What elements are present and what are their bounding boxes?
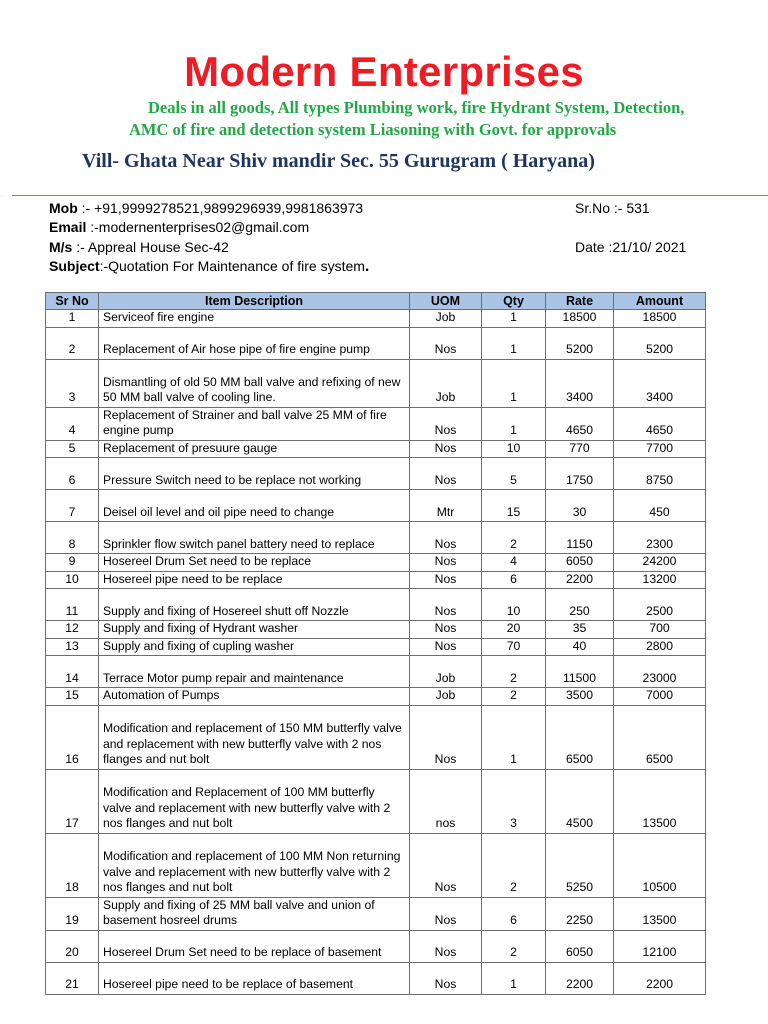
table-row bbox=[46, 554, 706, 572]
row-uom: Nos bbox=[410, 327, 482, 359]
header-rate: Rate bbox=[546, 293, 614, 310]
row-qty: 1 bbox=[482, 327, 546, 359]
row-sr-no: 18 bbox=[46, 833, 99, 897]
row-description: Pressure Switch need to be replace not working bbox=[99, 458, 410, 490]
row-sr-no: 10 bbox=[46, 571, 99, 589]
row-amount: 8750 bbox=[614, 458, 706, 490]
row-description: Modification and replacement of 150 MM butterfly valve and replacement with new butterfly valve with 2 nos flanges and nut bolt bbox=[99, 705, 410, 769]
row-rate: 1750 bbox=[546, 458, 614, 490]
row-description: Hosereel pipe need to be replace of basement bbox=[99, 962, 410, 994]
row-sr-no: 7 bbox=[46, 490, 99, 522]
table-row bbox=[46, 327, 706, 359]
row-description: Deisel oil level and oil pipe need to change bbox=[99, 490, 410, 522]
row-amount: 2800 bbox=[614, 638, 706, 656]
row-description: Replacement of presuure gauge bbox=[99, 440, 410, 458]
header-amount: Amount bbox=[614, 293, 706, 310]
row-description: Hosereel Drum Set need to be replace of basement bbox=[99, 930, 410, 962]
row-qty: 3 bbox=[482, 769, 546, 833]
row-qty: 2 bbox=[482, 833, 546, 897]
table-row bbox=[46, 638, 706, 656]
row-rate: 6050 bbox=[546, 554, 614, 572]
row-qty: 2 bbox=[482, 688, 546, 706]
row-description: Serviceof fire engine bbox=[99, 310, 410, 328]
row-uom: Nos bbox=[410, 571, 482, 589]
subject-text: :-Quotation For Maintenance of fire system bbox=[99, 258, 365, 274]
row-sr-no: 9 bbox=[46, 554, 99, 572]
row-description: Supply and fixing of 25 MM ball valve and union of basement hosreel drums bbox=[99, 897, 410, 930]
row-rate: 6050 bbox=[546, 930, 614, 962]
row-qty: 1 bbox=[482, 407, 546, 440]
table-row bbox=[46, 897, 706, 930]
row-qty: 6 bbox=[482, 571, 546, 589]
row-rate: 5250 bbox=[546, 833, 614, 897]
row-qty: 1 bbox=[482, 359, 546, 407]
row-amount: 2500 bbox=[614, 589, 706, 621]
row-description: Supply and fixing of cupling washer bbox=[99, 638, 410, 656]
header-qty: Qty bbox=[482, 293, 546, 310]
row-amount: 3400 bbox=[614, 359, 706, 407]
table-row bbox=[46, 359, 706, 407]
row-rate: 5200 bbox=[546, 327, 614, 359]
table-row bbox=[46, 656, 706, 688]
row-amount: 6500 bbox=[614, 705, 706, 769]
row-uom: Nos bbox=[410, 589, 482, 621]
table-row bbox=[46, 440, 706, 458]
client-label: M/s bbox=[49, 239, 73, 255]
row-rate: 3400 bbox=[546, 359, 614, 407]
row-amount: 450 bbox=[614, 490, 706, 522]
row-qty: 10 bbox=[482, 589, 546, 621]
row-description: Terrace Motor pump repair and maintenance bbox=[99, 656, 410, 688]
table-row bbox=[46, 522, 706, 554]
table-row bbox=[46, 589, 706, 621]
header-divider bbox=[12, 195, 768, 196]
row-sr-no: 11 bbox=[46, 589, 99, 621]
row-description: Supply and fixing of Hydrant washer bbox=[99, 621, 410, 639]
row-amount: 10500 bbox=[614, 833, 706, 897]
tagline-line-2: AMC of fire and detection system Liasoning with Govt. for approvals bbox=[129, 120, 617, 139]
row-amount: 18500 bbox=[614, 310, 706, 328]
row-uom: Nos bbox=[410, 833, 482, 897]
header-uom: UOM bbox=[410, 293, 482, 310]
row-rate: 2200 bbox=[546, 962, 614, 994]
mobile-line bbox=[49, 200, 363, 216]
row-qty: 1 bbox=[482, 962, 546, 994]
quotation-table bbox=[45, 292, 706, 995]
row-qty: 1 bbox=[482, 310, 546, 328]
row-sr-no: 16 bbox=[46, 705, 99, 769]
row-qty: 20 bbox=[482, 621, 546, 639]
row-uom: Nos bbox=[410, 522, 482, 554]
row-description: Hosereel pipe need to be replace bbox=[99, 571, 410, 589]
row-qty: 70 bbox=[482, 638, 546, 656]
row-rate: 770 bbox=[546, 440, 614, 458]
row-qty: 2 bbox=[482, 930, 546, 962]
row-sr-no: 2 bbox=[46, 327, 99, 359]
row-uom: Nos bbox=[410, 897, 482, 930]
table-row bbox=[46, 930, 706, 962]
row-uom: Nos bbox=[410, 554, 482, 572]
table-row bbox=[46, 490, 706, 522]
table-header-row bbox=[46, 293, 706, 310]
row-amount: 2300 bbox=[614, 522, 706, 554]
row-rate: 6500 bbox=[546, 705, 614, 769]
row-description: Modification and Replacement of 100 MM butterfly valve and replacement with new butterfly valve with 2 nos flanges and nut bolt bbox=[99, 769, 410, 833]
table-row bbox=[46, 310, 706, 328]
client-name: :- Appreal House Sec-42 bbox=[72, 239, 229, 255]
row-sr-no: 8 bbox=[46, 522, 99, 554]
row-rate: 3500 bbox=[546, 688, 614, 706]
row-uom: Nos bbox=[410, 621, 482, 639]
row-uom: Nos bbox=[410, 638, 482, 656]
client-line bbox=[49, 239, 229, 255]
header-sr-no: Sr No bbox=[46, 293, 99, 310]
row-uom: Nos bbox=[410, 705, 482, 769]
row-qty: 2 bbox=[482, 522, 546, 554]
row-description: Replacement of Air hose pipe of fire engine pump bbox=[99, 327, 410, 359]
row-uom: Job bbox=[410, 310, 482, 328]
row-rate: 4650 bbox=[546, 407, 614, 440]
table-row bbox=[46, 705, 706, 769]
row-description: Supply and fixing of Hosereel shutt off Nozzle bbox=[99, 589, 410, 621]
row-rate: 4500 bbox=[546, 769, 614, 833]
row-sr-no: 13 bbox=[46, 638, 99, 656]
row-uom: Nos bbox=[410, 440, 482, 458]
row-qty: 4 bbox=[482, 554, 546, 572]
row-description: Replacement of Strainer and ball valve 25 MM of fire engine pump bbox=[99, 407, 410, 440]
row-sr-no: 17 bbox=[46, 769, 99, 833]
row-uom: Job bbox=[410, 688, 482, 706]
row-amount: 2200 bbox=[614, 962, 706, 994]
subject-line bbox=[49, 258, 369, 276]
company-name: Modern Enterprises bbox=[184, 48, 584, 95]
row-uom: Nos bbox=[410, 930, 482, 962]
row-rate: 40 bbox=[546, 638, 614, 656]
row-rate: 30 bbox=[546, 490, 614, 522]
table-row bbox=[46, 458, 706, 490]
row-amount: 4650 bbox=[614, 407, 706, 440]
row-sr-no: 5 bbox=[46, 440, 99, 458]
table-row bbox=[46, 962, 706, 994]
subject-period: . bbox=[364, 258, 370, 275]
row-amount: 23000 bbox=[614, 656, 706, 688]
company-address: Vill- Ghata Near Shiv mandir Sec. 55 Gurugram ( Haryana) bbox=[82, 150, 595, 172]
email-address: :-modernenterprises02@gmail.com bbox=[86, 219, 310, 235]
row-description: Dismantling of old 50 MM ball valve and refixing of new 50 MM ball valve of cooling line. bbox=[99, 359, 410, 407]
row-amount: 7700 bbox=[614, 440, 706, 458]
table-row bbox=[46, 571, 706, 589]
row-qty: 10 bbox=[482, 440, 546, 458]
row-qty: 6 bbox=[482, 897, 546, 930]
row-sr-no: 4 bbox=[46, 407, 99, 440]
row-uom: Mtr bbox=[410, 490, 482, 522]
row-qty: 1 bbox=[482, 705, 546, 769]
row-uom: nos bbox=[410, 769, 482, 833]
row-amount: 13200 bbox=[614, 571, 706, 589]
serial-number: Sr.No :- 531 bbox=[575, 200, 650, 216]
header-item-description: Item Description bbox=[99, 293, 410, 310]
row-description: Automation of Pumps bbox=[99, 688, 410, 706]
mobile-numbers: :- +91,9999278521,9899296939,9981863973 bbox=[77, 200, 364, 216]
row-amount: 7000 bbox=[614, 688, 706, 706]
row-qty: 5 bbox=[482, 458, 546, 490]
row-sr-no: 3 bbox=[46, 359, 99, 407]
email-line bbox=[49, 219, 309, 235]
row-description: Sprinkler flow switch panel battery need to replace bbox=[99, 522, 410, 554]
subject-label: Subject bbox=[49, 258, 100, 274]
row-amount: 13500 bbox=[614, 897, 706, 930]
row-sr-no: 1 bbox=[46, 310, 99, 328]
row-sr-no: 19 bbox=[46, 897, 99, 930]
row-sr-no: 21 bbox=[46, 962, 99, 994]
row-qty: 2 bbox=[482, 656, 546, 688]
table-row bbox=[46, 833, 706, 897]
row-description: Modification and replacement of 100 MM Non returning valve and replacement with new butterfly valve with 2 nos flanges and nut bolt bbox=[99, 833, 410, 897]
row-amount: 24200 bbox=[614, 554, 706, 572]
row-rate: 2250 bbox=[546, 897, 614, 930]
row-rate: 2200 bbox=[546, 571, 614, 589]
row-rate: 18500 bbox=[546, 310, 614, 328]
row-rate: 35 bbox=[546, 621, 614, 639]
row-description: Hosereel Drum Set need to be replace bbox=[99, 554, 410, 572]
table-row bbox=[46, 688, 706, 706]
table-row bbox=[46, 621, 706, 639]
row-uom: Job bbox=[410, 359, 482, 407]
row-uom: Job bbox=[410, 656, 482, 688]
table-row bbox=[46, 407, 706, 440]
table-row bbox=[46, 769, 706, 833]
email-label: Email bbox=[49, 219, 87, 235]
row-rate: 11500 bbox=[546, 656, 614, 688]
row-amount: 5200 bbox=[614, 327, 706, 359]
row-sr-no: 14 bbox=[46, 656, 99, 688]
row-rate: 250 bbox=[546, 589, 614, 621]
quotation-date: Date :21/10/ 2021 bbox=[575, 239, 687, 255]
row-sr-no: 15 bbox=[46, 688, 99, 706]
row-uom: Nos bbox=[410, 962, 482, 994]
row-uom: Nos bbox=[410, 407, 482, 440]
mobile-label: Mob bbox=[49, 200, 78, 216]
tagline-line-1: Deals in all goods, All types Plumbing work, fire Hydrant System, Detection, bbox=[148, 98, 685, 117]
row-sr-no: 12 bbox=[46, 621, 99, 639]
row-rate: 1150 bbox=[546, 522, 614, 554]
row-uom: Nos bbox=[410, 458, 482, 490]
row-qty: 15 bbox=[482, 490, 546, 522]
row-amount: 700 bbox=[614, 621, 706, 639]
row-amount: 12100 bbox=[614, 930, 706, 962]
row-sr-no: 20 bbox=[46, 930, 99, 962]
row-amount: 13500 bbox=[614, 769, 706, 833]
row-sr-no: 6 bbox=[46, 458, 99, 490]
